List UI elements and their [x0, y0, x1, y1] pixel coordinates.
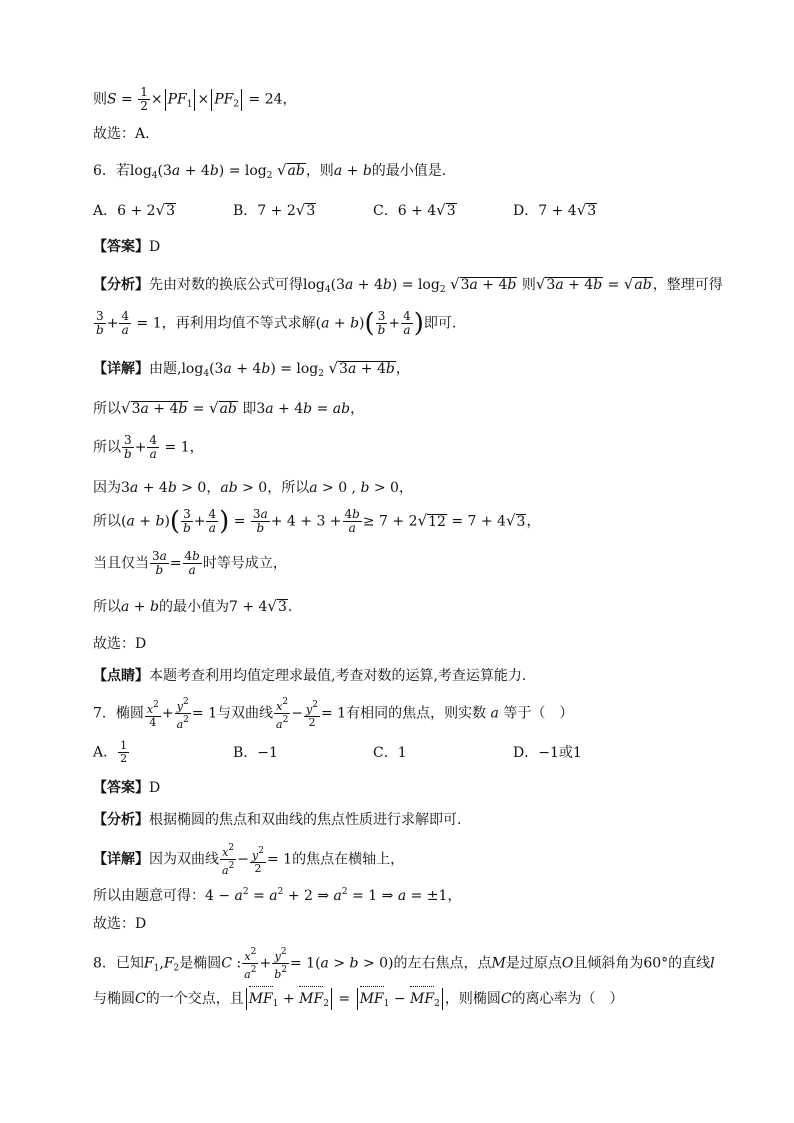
q7-option-c: C．1 — [373, 744, 407, 761]
q6-answer: 【答案】D — [93, 239, 161, 255]
q6-detail-line3: 所以 $\frac{3}{b}$ + $\frac{4}{a}$ = 1， — [93, 433, 204, 461]
area-result-line: 则S = $\frac{1}{2}$ × $PF_1 \times PF_2 = 24$， — [93, 85, 297, 113]
q7-analysis: 【分析】根据椭圆的焦点和双曲线的焦点性质进行求解即可. — [93, 812, 462, 828]
q6-option-b: B．7 + 2√3 — [233, 201, 316, 219]
q6-detail-line4: 因为3a + 4b > 0，ab > 0，所以a > 0 , b > 0， — [93, 480, 413, 496]
q7-option-b: B．−1 — [233, 744, 278, 761]
q6-option-a: A．6 + 2√3 — [93, 201, 176, 219]
q7-options — [93, 740, 582, 768]
q8-stem-line2: 与椭圆C的一个交点，且 $MF_1 + MF_2 = MF_1 - MF_2$ ，则椭圆C的离心率为（ ） — [93, 988, 624, 1014]
q7-detail-line2: 所以由题意可得：$4 - a^2 = a^2 + 2$ ⇒ $a^2 = 1$ ⇒ a = ±1， — [93, 887, 462, 904]
q7-choose: 故选：D — [93, 916, 147, 932]
q5-answer: 故选：A. — [93, 126, 150, 142]
text-ze: 则 — [93, 91, 107, 108]
q6-detail-line1: 【详解】由题$,\log_4(3a + 4b) = \log_2 √3a + 4b$， — [93, 359, 410, 379]
fraction-one-half: $\frac{1}{2}$ — [140, 85, 148, 113]
q7-answer: 【答案】D — [93, 780, 161, 796]
q7-option-a: A． $\frac{1}{2}$ — [93, 739, 128, 765]
q6-option-c: C．6 + 4√3 — [373, 201, 456, 219]
q6-comment: 【点睛】本题考查利用均值定理求最值,考查对数的运算,考查运算能力. — [93, 668, 527, 684]
q6-detail-line6: 当且仅当 $\frac{3a}{b}$ = $\frac{4b}{a}$ 时等号成立， — [93, 549, 287, 577]
q6-detail-line5: 所以(a + b)( $\frac{3}{b}$ + $\frac{4}{a}$ ) = $\frac{3a}{b}$ + 4 + 3 + $\frac{4b}{a}$ ≥ 7 + 2√12 = 7 + 4√3， — [93, 506, 541, 537]
q6-choose: 故选：D — [93, 636, 147, 652]
q6-stem: 6．若$\log_4(3a + 4b) = \log_2 √ab$，则a + b的最小值是． — [93, 161, 456, 181]
q7-detail-line1: 【详解】因为双曲线 $\frac{x^2}{a^2}$ − $\frac{y^2}{2}$ = 1的焦点在横轴上， — [93, 843, 405, 877]
q8-stem-line1: 8．已知$F_1,F_2$是椭圆C : $\frac{x^2}{a^2}$ + $\frac{y^2}{b^2}$ = 1(a > b > 0)的左右焦点，点M是过原点O且倾斜角为60°的直线l — [93, 947, 715, 981]
q6-analysis-line1: 【分析】先由对数的换底公式可得$\log_4(3a + 4b) = \log_2 √3a + 4b$ 则√3a + 4b = √ab，整理可得 — [93, 275, 723, 295]
q7-option-d: D．−1或1 — [513, 744, 582, 761]
detail-tag: 【详解】 — [93, 361, 149, 377]
q6-analysis-line2: $\frac{3}{b}$ + $\frac{4}{a}$ = 1，再利用均值不等式求解(a + b)( $\frac{3}{b}$ + $\frac{4}{a}$ )即可. — [96, 308, 457, 339]
comment-tag: 【点睛】 — [93, 668, 149, 684]
q6-options — [93, 200, 597, 221]
analysis-tag: 【分析】 — [93, 277, 149, 293]
q7-stem: 7．椭圆 $\frac{x^2}{4}$ + $\frac{y^2}{a^2}$ = 1与双曲线 $\frac{x^2}{a^2}$ − $\frac{y^2}{2}$ = 1有相同的焦点，则实数 a 等于（ ） — [93, 697, 574, 731]
answer-tag: 【答案】 — [93, 239, 149, 255]
q6-detail-line7: 所以a + b的最小值为7 + 4√3. — [93, 597, 293, 615]
q6-detail-line2: 所以√3a + 4b = √ab 即3a + 4b = ab， — [93, 399, 365, 417]
q6-option-d: D．7 + 4√3 — [513, 201, 597, 219]
